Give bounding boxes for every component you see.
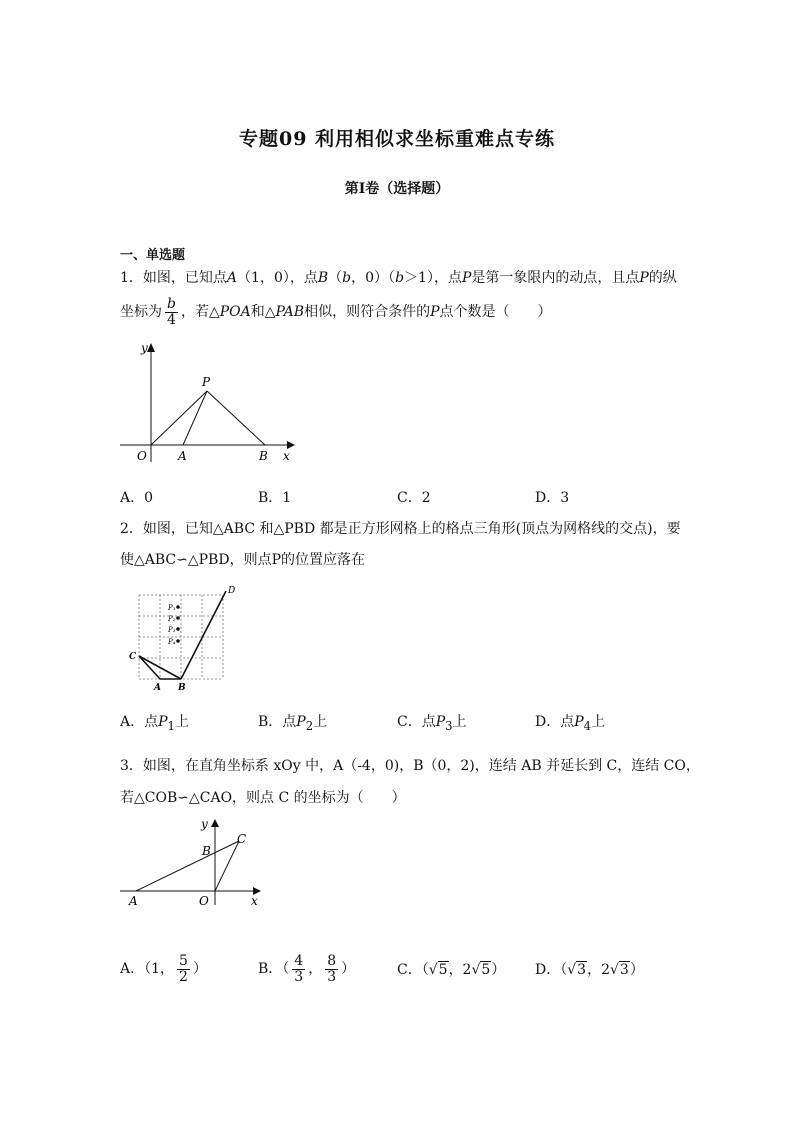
q3-option-c[interactable]: C．（√5，2√5） (397, 962, 506, 978)
q1-option-a[interactable]: A．0 (120, 490, 154, 506)
label-p4: P₄ (168, 638, 176, 646)
segment-bd (181, 591, 226, 679)
segment-oc (215, 841, 239, 891)
q3-line2: 若△COB∽△CAO，则点 C 的坐标为（ ） (120, 790, 406, 806)
point-p4 (176, 639, 180, 643)
label-p3: P₃ (168, 626, 176, 634)
fraction-b-over-4: $\frac{b}{4}$ (167, 295, 176, 328)
square-grid (139, 595, 223, 679)
q2-option-a[interactable]: A．点$P_1$上 (120, 714, 189, 733)
q1-option-c[interactable]: C．2 (397, 490, 431, 506)
label-c: C (237, 832, 247, 846)
q1-option-b[interactable]: B．1 (258, 490, 292, 506)
y-axis-arrow (211, 819, 219, 827)
label-d: D (228, 586, 236, 596)
label-a: A (178, 449, 187, 463)
q2-figure (125, 583, 240, 693)
label-y: y (141, 341, 148, 355)
q3-option-d[interactable]: D．（√3，2√3） (535, 962, 644, 978)
q3-option-b[interactable]: B．（ $\frac{4}{3}$ ， $\frac{8}{3}$ ） (258, 952, 356, 985)
q3-line1: 3．如图，在直角坐标系 xOy 中，A（-4，0)，B（0，2)，连结 AB 并延长到 C，连结 CO， (120, 758, 700, 774)
point-p2 (176, 616, 180, 620)
q3-option-a[interactable]: A．（1， $\frac{5}{2}$ ） (120, 952, 207, 985)
point-p3 (176, 627, 180, 631)
q2-option-b[interactable]: B．点$P_2$上 (258, 714, 328, 733)
sqrt-sign-icon: √ (567, 962, 577, 978)
q3-figure (115, 815, 265, 910)
label-x: x (251, 894, 258, 908)
label-b: B (178, 683, 186, 693)
point-p1 (176, 605, 180, 609)
sqrt-sign-icon: √ (471, 962, 481, 978)
section-heading: 一、单选题 (120, 248, 186, 263)
label-o: O (199, 894, 209, 908)
page-title: 专题09 利用相似求坐标重难点专练 (238, 128, 556, 150)
segment-pb (207, 391, 265, 445)
paper-subtitle: 第I卷（选择题） (344, 181, 450, 197)
sqrt-sign-icon: √ (428, 962, 438, 978)
q2-line2: 使△ABC∽△PBD，则点P的位置应落在 (120, 552, 365, 568)
q1-line2: 坐标为 $\frac{b}{4}$ ，若△POA和△PAB相似，则符合条件的P点个数是（ ） (120, 295, 552, 328)
segment-ac (136, 841, 239, 891)
label-a: A (129, 894, 138, 908)
x-axis-arrow (287, 441, 295, 449)
segment-op (151, 391, 207, 445)
q2-option-c[interactable]: C．点$P_3$上 (397, 714, 467, 733)
label-p1: P₁ (168, 604, 176, 612)
label-b: B (259, 449, 268, 463)
y-axis-arrow (147, 343, 155, 352)
label-p2: P₂ (168, 615, 176, 623)
label-y: y (201, 817, 208, 831)
q1-figure (115, 338, 305, 468)
label-o: O (137, 449, 147, 463)
label-c: C (129, 652, 137, 662)
label-x: x (283, 449, 290, 463)
q1-option-d[interactable]: D．3 (535, 490, 570, 506)
q2-option-d[interactable]: D．点$P_4$上 (535, 714, 606, 733)
label-a: A (154, 683, 161, 693)
q2-line1: 2．如图，已知△ABC 和△PBD 都是正方形网格上的格点三角形(顶点为网格线的交点)，要 (120, 521, 681, 537)
label-p: P (202, 375, 211, 389)
label-b: B (202, 844, 211, 858)
q1-line1: 1．如图，已知点A（1，0），点B（b，0）（b＞1），点P是第一象限内的动点，且点P的纵 (120, 270, 677, 286)
segment-ap (183, 391, 207, 445)
sqrt-sign-icon: √ (610, 962, 619, 978)
